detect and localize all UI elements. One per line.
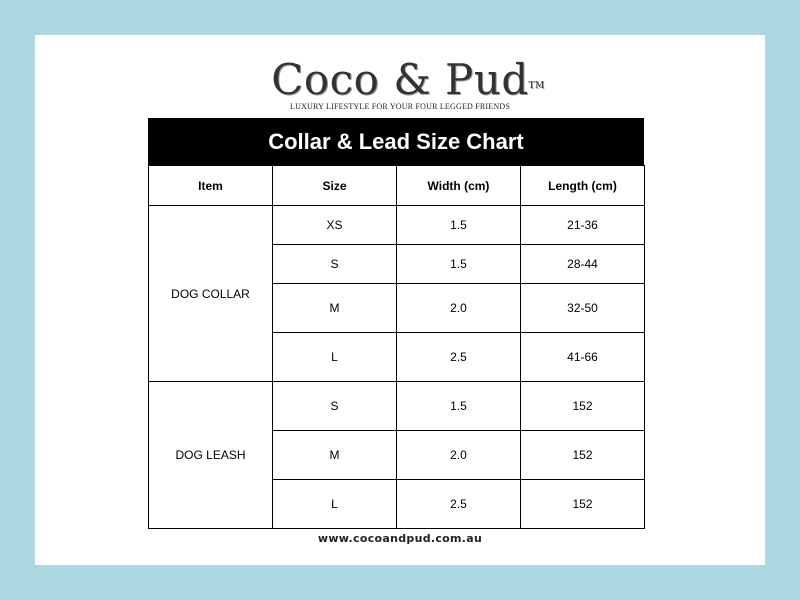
size-cell: M	[273, 284, 397, 333]
size-cell: M	[273, 431, 397, 480]
table-header-row	[149, 166, 645, 206]
width-cell: 2.5	[397, 333, 521, 382]
header-length: Length (cm)	[521, 166, 645, 206]
table-row	[149, 206, 645, 245]
table-row	[149, 382, 645, 431]
width-cell: 2.0	[397, 431, 521, 480]
header-size: Size	[273, 166, 397, 206]
size-cell: L	[273, 333, 397, 382]
length-cell: 32-50	[521, 284, 645, 333]
size-table	[148, 165, 645, 529]
width-cell: 2.5	[397, 480, 521, 529]
length-cell: 152	[521, 431, 645, 480]
length-cell: 21-36	[521, 206, 645, 245]
width-cell: 1.5	[397, 245, 521, 284]
brand-name	[271, 55, 545, 104]
size-cell: XS	[273, 206, 397, 245]
length-cell: 28-44	[521, 245, 645, 284]
width-cell: 1.5	[397, 382, 521, 431]
width-cell: 1.5	[397, 206, 521, 245]
header-width: Width (cm)	[397, 166, 521, 206]
width-cell: 2.0	[397, 284, 521, 333]
size-cell: S	[273, 382, 397, 431]
size-cell: L	[273, 480, 397, 529]
header-item: Item	[149, 166, 273, 206]
trademark-mark: TM	[528, 81, 545, 91]
length-cell: 152	[521, 382, 645, 431]
length-cell: 41-66	[521, 333, 645, 382]
brand-tagline: LUXURY LIFESTYLE FOR YOUR FOUR LEGGED FRIENDS	[290, 102, 510, 111]
chart-title: Collar & Lead Size Chart	[148, 118, 644, 165]
item-cell-dog-leash: DOG LEASH	[149, 382, 273, 529]
brand-name-text: Coco & Pud	[271, 55, 529, 104]
website-url: www.cocoandpud.com.au	[317, 532, 483, 545]
size-cell: S	[273, 245, 397, 284]
length-cell: 152	[521, 480, 645, 529]
size-chart-sheet	[35, 35, 765, 565]
item-cell-dog-collar: DOG COLLAR	[149, 206, 273, 382]
brand-logo	[35, 57, 765, 111]
